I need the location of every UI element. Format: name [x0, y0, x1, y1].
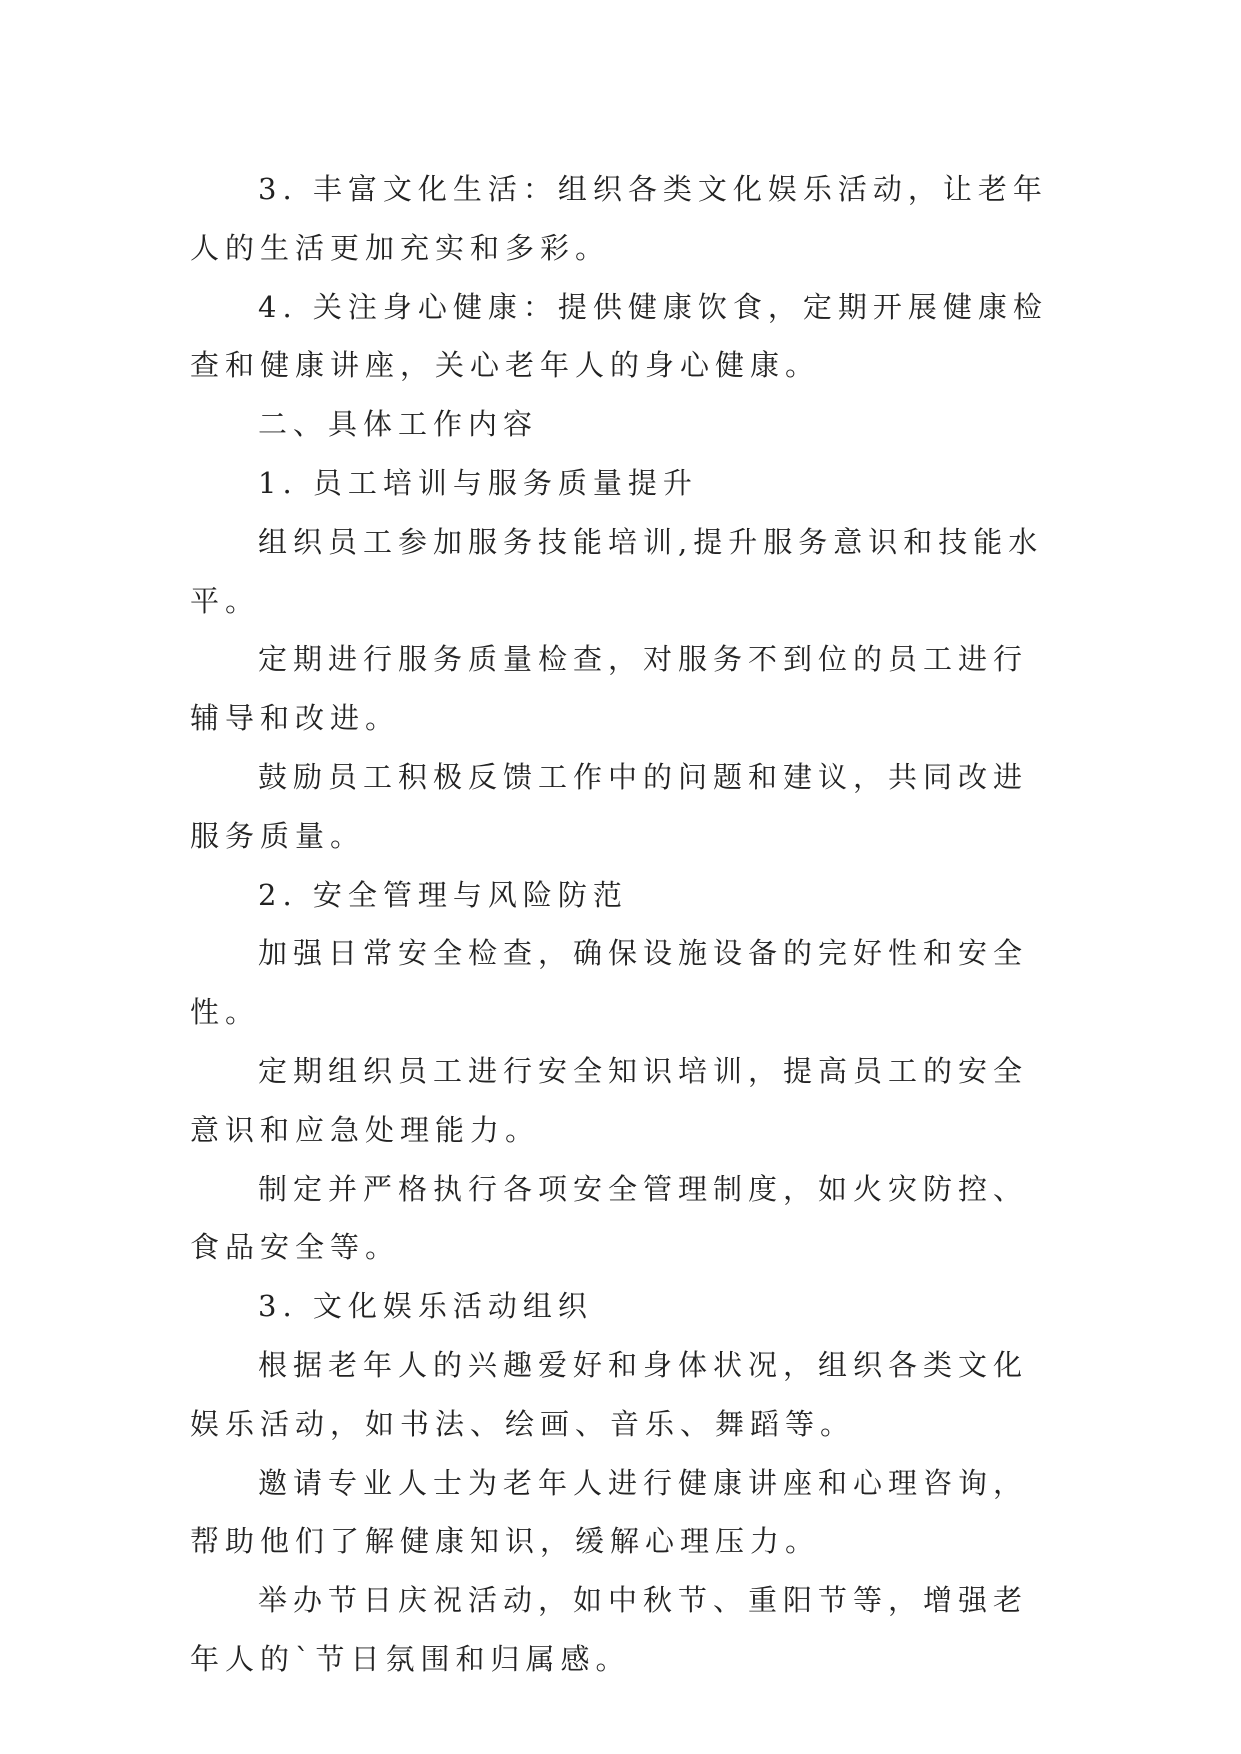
subheading-3: 3. 文化娱乐活动组织 — [258, 1289, 593, 1324]
paragraph-3c: 举办节日庆祝活动，如中秋节、重阳节等，增强老年人的`节日氛围和归属感。 — [190, 1583, 1029, 1676]
paragraph-2b: 定期组织员工进行安全知识培训，提高员工的安全意识和应急处理能力。 — [190, 1053, 1029, 1147]
paragraph-goal-3: 3. 丰富文化生活：组织各类文化娱乐活动，让老年人的生活更加充实和多彩。 — [190, 172, 1048, 265]
paragraph-1a: 组织员工参加服务技能培训,提升服务意识和技能水平。 — [190, 524, 1044, 618]
paragraph-3a: 根据老年人的兴趣爱好和身体状况，组织各类文化娱乐活动，如书法、绘画、音乐、舞蹈等。 — [190, 1347, 1029, 1441]
paragraph-3b: 邀请专业人士为老年人进行健康讲座和心理咨询，帮助他们了解健康知识，缓解心理压力。 — [190, 1465, 1029, 1559]
document-body — [190, 160, 1060, 1689]
paragraph-goal-4: 4. 关注身心健康：提供健康饮食，定期开展健康检查和健康讲座，关心老年人的身心健康。 — [190, 289, 1048, 383]
paragraph-2a: 加强日常安全检查，确保设施设备的完好性和安全性。 — [190, 936, 1029, 1030]
subheading-1: 1. 员工培训与服务质量提升 — [258, 465, 698, 500]
paragraph-2c: 制定并严格执行各项安全管理制度，如火灾防控、食品安全等。 — [190, 1171, 1029, 1265]
subheading-2: 2. 安全管理与风险防范 — [258, 877, 628, 912]
paragraph-1b: 定期进行服务质量检查，对服务不到位的员工进行辅导和改进。 — [190, 642, 1029, 736]
paragraph-1c: 鼓励员工积极反馈工作中的问题和建议，共同改进服务质量。 — [190, 759, 1029, 853]
section-heading-2: 二、具体工作内容 — [258, 407, 539, 442]
